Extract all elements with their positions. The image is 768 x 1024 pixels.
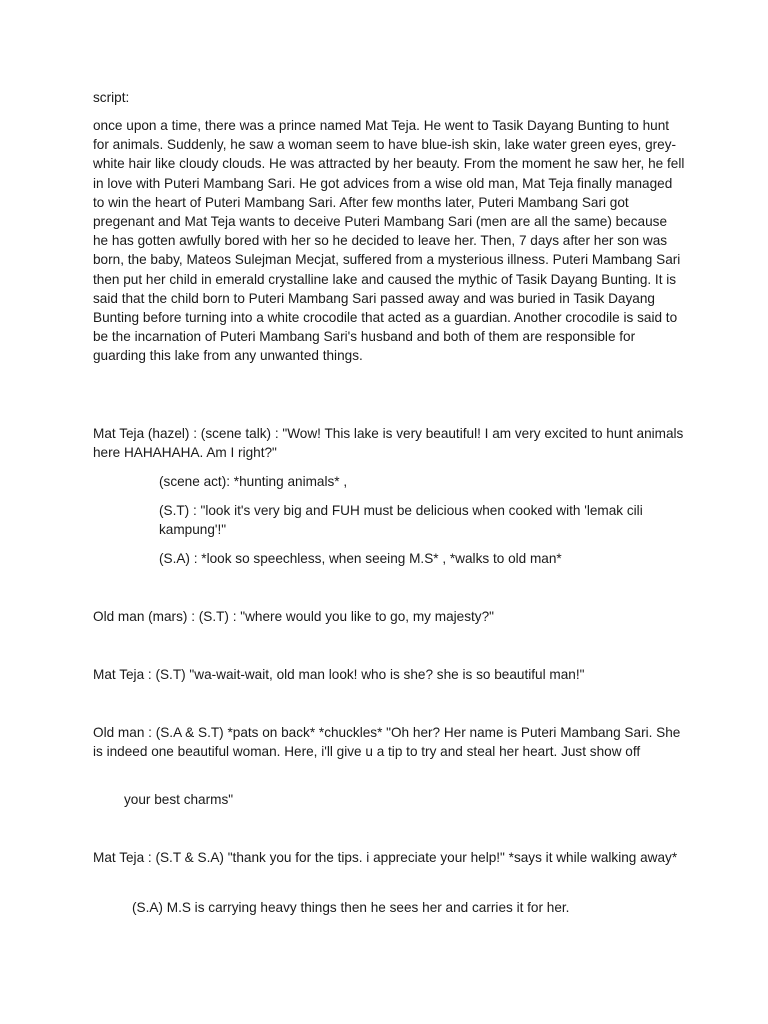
dialogue-line: Old man (mars) : (S.T) : "where would you like to go, my majesty?" <box>93 609 494 624</box>
dialogue-line: (S.T) : "look it's very big and FUH must be delicious when cooked with 'lemak cili kampung'!" <box>159 503 643 538</box>
dialogue-line: (S.A) : *look so speechless, when seeing M.S* , *walks to old man* <box>159 551 562 566</box>
script-heading: script: <box>93 90 130 105</box>
dialogue-line: your best charms" <box>124 792 234 807</box>
dialogue-line: Mat Teja : (S.T) "wa-wait-wait, old man look! who is she? she is so beautiful man!" <box>93 667 585 682</box>
dialogue-line: Mat Teja (hazel) : (scene talk) : "Wow! This lake is very beautiful! I am very excited to hunt animals here HAHAHAHA. Am I right?" <box>93 426 684 461</box>
dialogue-line: (scene act): *hunting animals* , <box>159 474 348 489</box>
dialogue-line: (S.A) M.S is carrying heavy things then he sees her and carries it for her. <box>132 900 570 915</box>
intro-paragraph: once upon a time, there was a prince named Mat Teja. He went to Tasik Dayang Bunting to hunt for animals. Suddenly, he saw a woman seem to have blue-ish skin, lake water green eyes, grey-white hair like cloudy clouds. He was attracted by her beauty. From the moment he saw her, he fell in love with Puteri Mambang Sari. He got advices from a wise old man, Mat Teja finally managed to win the heart of Puteri Mambang Sari. After few months later, Puteri Mambang Sari got pregenant and Mat Teja wants to deceive Puteri Mambang Sari (men are all the same) because he has gotten awfully bored with her so he decided to leave her. Then, 7 days after her son was born, the baby, Mateos Sulejman Mecjat, suffered from a mysterious illness. Puteri Mambang Sari then put her child in emerald crystalline lake and caused the mythic of Tasik Dayang Bunting. It is said that the child born to Puteri Mambang Sari passed away and was buried in Tasik Dayang Bunting before turning into a white crocodile that acted as a guardian. Another crocodile is said to be the incarnation of Puteri Mambang Sari's husband and both of them are responsible for guarding this lake from any unwanted things. <box>93 118 685 364</box>
dialogue-line: Mat Teja : (S.T & S.A) "thank you for the tips. i appreciate your help!" *says it while walking away* <box>93 850 678 865</box>
dialogue-line: Old man : (S.A & S.T) *pats on back* *chuckles* "Oh her? Her name is Puteri Mambang Sari. She is indeed one beautiful woman. Here, i'll give u a tip to try and steal her heart. Just show off <box>93 725 681 760</box>
